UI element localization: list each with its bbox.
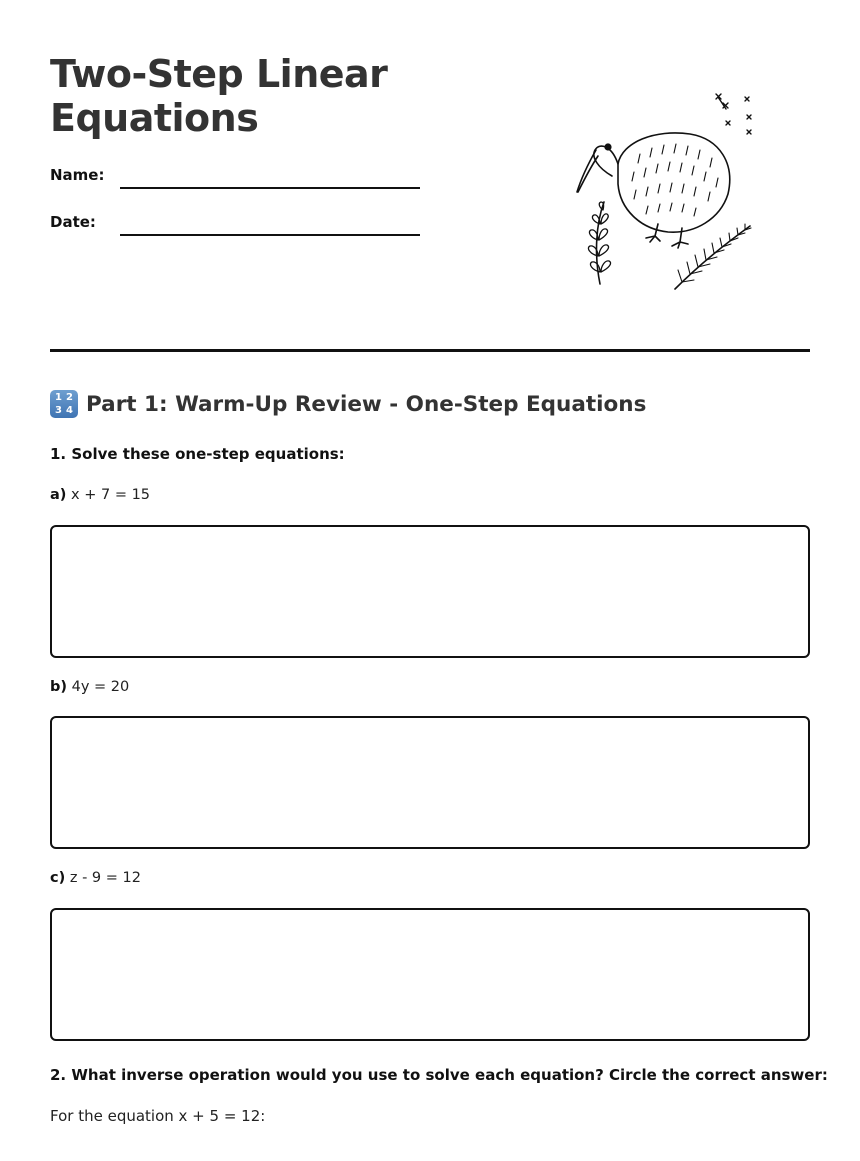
answer-box-1b[interactable] [50, 716, 810, 849]
question-2-prompt: For the equation x + 5 = 12: [50, 1107, 266, 1125]
equation: x + 7 = 15 [71, 487, 151, 503]
item-letter: c) [50, 870, 66, 886]
question-1c [50, 870, 141, 886]
worksheet-title: Two-Step Linear Equations [50, 52, 388, 140]
equation: 4y = 20 [71, 679, 130, 695]
part1-heading [50, 389, 646, 419]
kiwi-bird-illustration [560, 84, 770, 299]
icon-digit: 2 [66, 392, 73, 403]
name-label: Name: [50, 166, 105, 184]
answer-box-1a[interactable] [50, 525, 810, 658]
question-1b [50, 679, 129, 695]
part1-title: Part 1: Warm-Up Review - One-Step Equations [86, 391, 647, 417]
question-1a [50, 487, 150, 503]
item-letter: b) [50, 679, 68, 695]
question-1-heading: 1. Solve these one-step equations: [50, 445, 345, 463]
date-field[interactable] [120, 234, 420, 236]
equation: z - 9 = 12 [69, 870, 141, 886]
icon-digit: 4 [66, 405, 73, 416]
question-2-heading: 2. What inverse operation would you use to solve each equation? Circle the correct answer: [50, 1066, 828, 1084]
section-divider [50, 349, 810, 352]
input-numbers-icon [50, 390, 78, 418]
icon-digit: 1 [55, 392, 62, 403]
name-field[interactable] [120, 187, 420, 189]
answer-box-1c[interactable] [50, 908, 810, 1041]
icon-digit: 3 [55, 405, 62, 416]
date-label: Date: [50, 213, 96, 231]
item-letter: a) [50, 487, 67, 503]
